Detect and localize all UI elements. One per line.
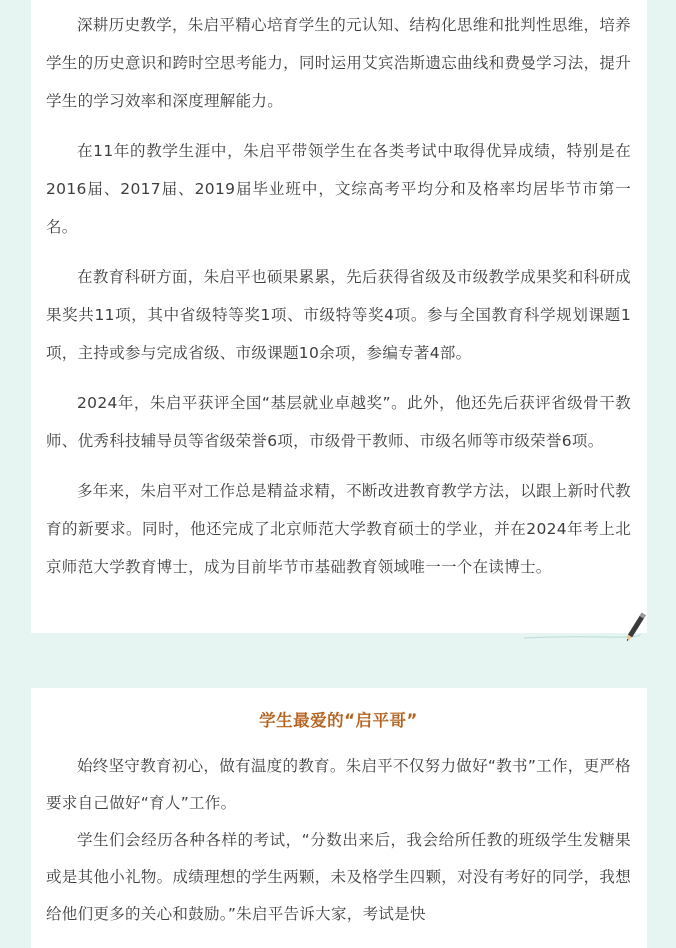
section-title: 学生最爱的“启平哥”	[259, 711, 418, 730]
paragraph: 深耕历史教学，朱启平精心培育学生的元认知、结构化思维和批判性思维，培养学生的历史意识和跨时空思考能力，同时运用艾宾浩斯遗忘曲线和费曼学习法，提升学生的学习效率和深度理解能力。	[46, 16, 631, 110]
article-section-student-favorite	[31, 688, 647, 948]
paragraph: 在教育科研方面，朱启平也硕果累累，先后获得省级及市级教学成果奖和科研成果奖共11项，其中省级特等奖1项、市级特等奖4项。参与全国教育科学规划课题1项，主持或参与完成省级、市级课题10余项，参编专著4部。	[46, 268, 631, 362]
pencil-icon	[522, 610, 652, 644]
paragraph: 多年来，朱启平对工作总是精益求精，不断改进教育教学方法，以跟上新时代教育的新要求。同时，他还完成了北京师范大学教育硕士的学业，并在2024年考上北京师范大学教育博士，成为目前毕节市基础教育领域唯一一个在读博士。	[46, 482, 631, 576]
paragraph: 学生们会经历各种各样的考试，“分数出来后，我会给所任教的班级学生发糖果或是其他小礼物。成绩理想的学生两颗，未及格学生四颗，对没有考好的同学，我想给他们更多的关心和鼓励。”朱启平告诉大家，考试是快	[46, 831, 631, 923]
paragraph: 在11年的教学生涯中，朱启平带领学生在各类考试中取得优异成绩，特别是在2016届、2017届、2019届毕业班中，文综高考平均分和及格率均居毕节市第一名。	[46, 142, 631, 236]
article-section-achievements	[31, 0, 647, 633]
paragraph: 始终坚守教育初心，做有温度的教育。朱启平不仅努力做好“教书”工作，更严格要求自己做好“育人”工作。	[46, 757, 631, 812]
paragraph: 2024年，朱启平获评全国“基层就业卓越奖”。此外，他还先后获评省级骨干教师、优秀科技辅导员等省级荣誉6项，市级骨干教师、市级名师等市级荣誉6项。	[46, 394, 631, 450]
